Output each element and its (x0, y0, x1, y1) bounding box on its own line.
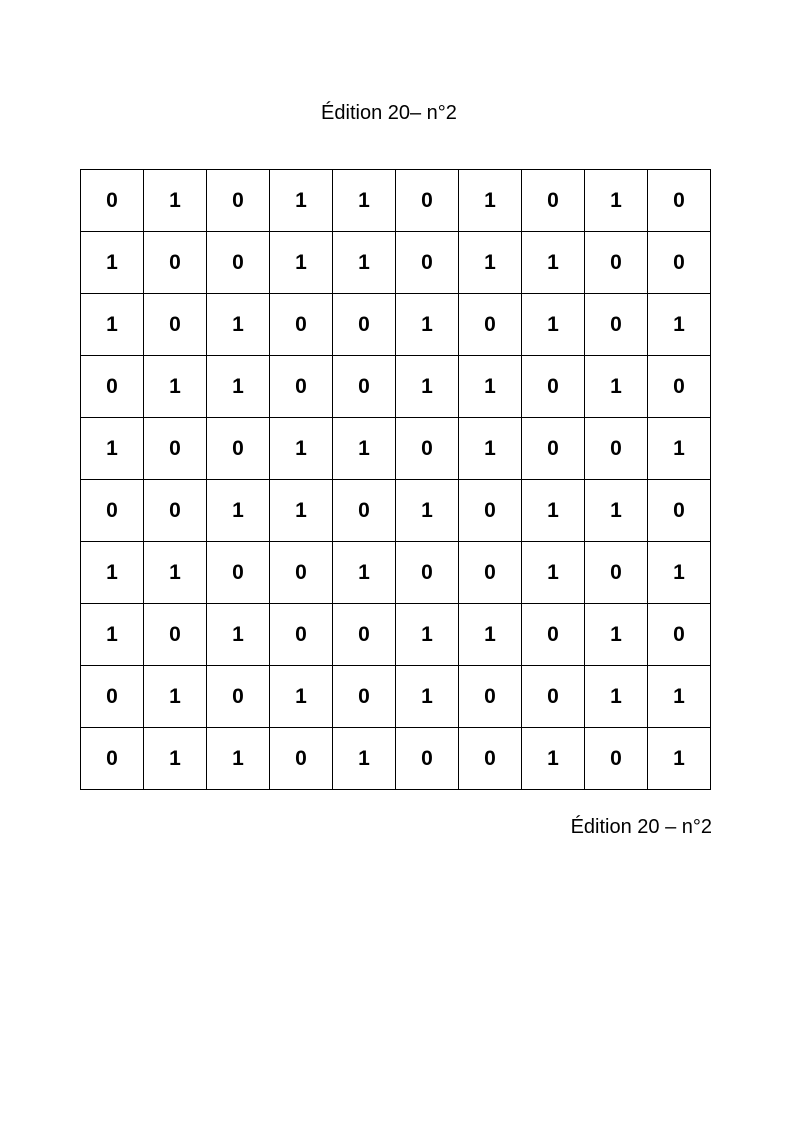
grid-cell: 1 (207, 480, 270, 542)
grid-cell: 0 (648, 604, 711, 666)
grid-cell: 1 (144, 728, 207, 790)
grid-cell: 1 (207, 604, 270, 666)
grid-cell: 0 (396, 542, 459, 604)
grid-row (81, 294, 711, 356)
grid-cell: 1 (333, 542, 396, 604)
grid-row (81, 418, 711, 480)
grid-cell: 1 (81, 294, 144, 356)
page-footer: Édition 20 – n°2 (570, 816, 712, 838)
grid-cell: 0 (333, 356, 396, 418)
grid-cell: 1 (270, 232, 333, 294)
grid-cell: 0 (459, 480, 522, 542)
grid-cell: 1 (270, 170, 333, 232)
grid-row (81, 542, 711, 604)
grid-cell: 1 (459, 356, 522, 418)
grid-cell: 0 (207, 542, 270, 604)
grid-cell: 1 (459, 170, 522, 232)
grid-cell: 0 (522, 170, 585, 232)
grid-cell: 0 (648, 232, 711, 294)
grid-cell: 1 (522, 728, 585, 790)
grid-cell: 0 (81, 356, 144, 418)
grid-cell: 1 (81, 232, 144, 294)
grid-cell: 1 (396, 604, 459, 666)
grid-cell: 0 (144, 294, 207, 356)
grid-row (81, 604, 711, 666)
grid-cell: 1 (81, 418, 144, 480)
grid-cell: 1 (207, 728, 270, 790)
grid-cell: 1 (144, 542, 207, 604)
grid-row (81, 356, 711, 418)
grid-cell: 0 (585, 418, 648, 480)
grid-cell: 1 (459, 604, 522, 666)
grid-cell: 1 (333, 418, 396, 480)
grid-cell: 0 (585, 294, 648, 356)
grid-cell: 1 (522, 232, 585, 294)
grid-cell: 0 (522, 418, 585, 480)
page-title: Édition 20– n°2 (321, 102, 457, 124)
grid-row (81, 480, 711, 542)
grid-cell: 1 (396, 356, 459, 418)
grid-cell: 1 (648, 418, 711, 480)
grid-cell: 0 (81, 728, 144, 790)
grid-cell: 1 (270, 480, 333, 542)
grid-cell: 0 (333, 480, 396, 542)
grid-cell: 0 (81, 480, 144, 542)
grid-cell: 0 (144, 418, 207, 480)
grid-cell: 1 (648, 666, 711, 728)
grid-cell: 0 (648, 480, 711, 542)
grid-cell: 1 (648, 294, 711, 356)
grid-cell: 0 (459, 542, 522, 604)
grid-cell: 1 (333, 170, 396, 232)
grid-cell: 1 (81, 542, 144, 604)
grid-row (81, 666, 711, 728)
grid-cell: 0 (207, 170, 270, 232)
grid-cell: 1 (459, 232, 522, 294)
grid-cell: 0 (585, 542, 648, 604)
grid-cell: 0 (207, 232, 270, 294)
grid-row (81, 232, 711, 294)
grid-row (81, 170, 711, 232)
grid-cell: 0 (81, 170, 144, 232)
grid-cell: 0 (522, 604, 585, 666)
grid-cell: 1 (585, 170, 648, 232)
grid-cell: 1 (522, 294, 585, 356)
grid-cell: 0 (207, 666, 270, 728)
grid-cell: 0 (396, 728, 459, 790)
grid-cell: 0 (144, 604, 207, 666)
grid-cell: 1 (144, 356, 207, 418)
grid-cell: 1 (270, 666, 333, 728)
grid-cell: 0 (522, 666, 585, 728)
grid-cell: 1 (144, 666, 207, 728)
grid-cell: 0 (270, 356, 333, 418)
binary-grid (80, 169, 711, 790)
grid-cell: 0 (396, 232, 459, 294)
grid-cell: 0 (459, 666, 522, 728)
grid-cell: 1 (144, 170, 207, 232)
grid-cell: 1 (396, 666, 459, 728)
grid-cell: 0 (333, 294, 396, 356)
grid-cell: 1 (522, 480, 585, 542)
grid-cell: 1 (333, 728, 396, 790)
grid-cell: 0 (270, 604, 333, 666)
grid-cell: 0 (333, 666, 396, 728)
grid-body (81, 170, 711, 790)
grid-cell: 0 (144, 480, 207, 542)
grid-cell: 0 (648, 356, 711, 418)
grid-cell: 1 (396, 480, 459, 542)
grid-cell: 1 (585, 666, 648, 728)
grid-cell: 0 (585, 728, 648, 790)
grid-cell: 0 (270, 542, 333, 604)
grid-cell: 0 (270, 294, 333, 356)
grid-cell: 0 (522, 356, 585, 418)
grid-cell: 0 (585, 232, 648, 294)
grid-cell: 1 (459, 418, 522, 480)
grid-cell: 1 (81, 604, 144, 666)
grid-cell: 1 (585, 480, 648, 542)
grid-cell: 1 (522, 542, 585, 604)
grid-cell: 1 (648, 728, 711, 790)
grid-cell: 1 (648, 542, 711, 604)
grid-cell: 0 (333, 604, 396, 666)
grid-cell: 0 (81, 666, 144, 728)
grid-cell: 1 (207, 356, 270, 418)
grid-cell: 0 (459, 728, 522, 790)
grid-cell: 0 (144, 232, 207, 294)
grid-cell: 0 (207, 418, 270, 480)
grid-cell: 0 (270, 728, 333, 790)
grid-cell: 1 (396, 294, 459, 356)
grid-cell: 1 (585, 604, 648, 666)
grid-cell: 1 (270, 418, 333, 480)
grid-cell: 0 (648, 170, 711, 232)
grid-cell: 1 (207, 294, 270, 356)
grid-row (81, 728, 711, 790)
grid-cell: 1 (333, 232, 396, 294)
grid-cell: 1 (585, 356, 648, 418)
grid-cell: 0 (396, 170, 459, 232)
grid-cell: 0 (396, 418, 459, 480)
grid-cell: 0 (459, 294, 522, 356)
